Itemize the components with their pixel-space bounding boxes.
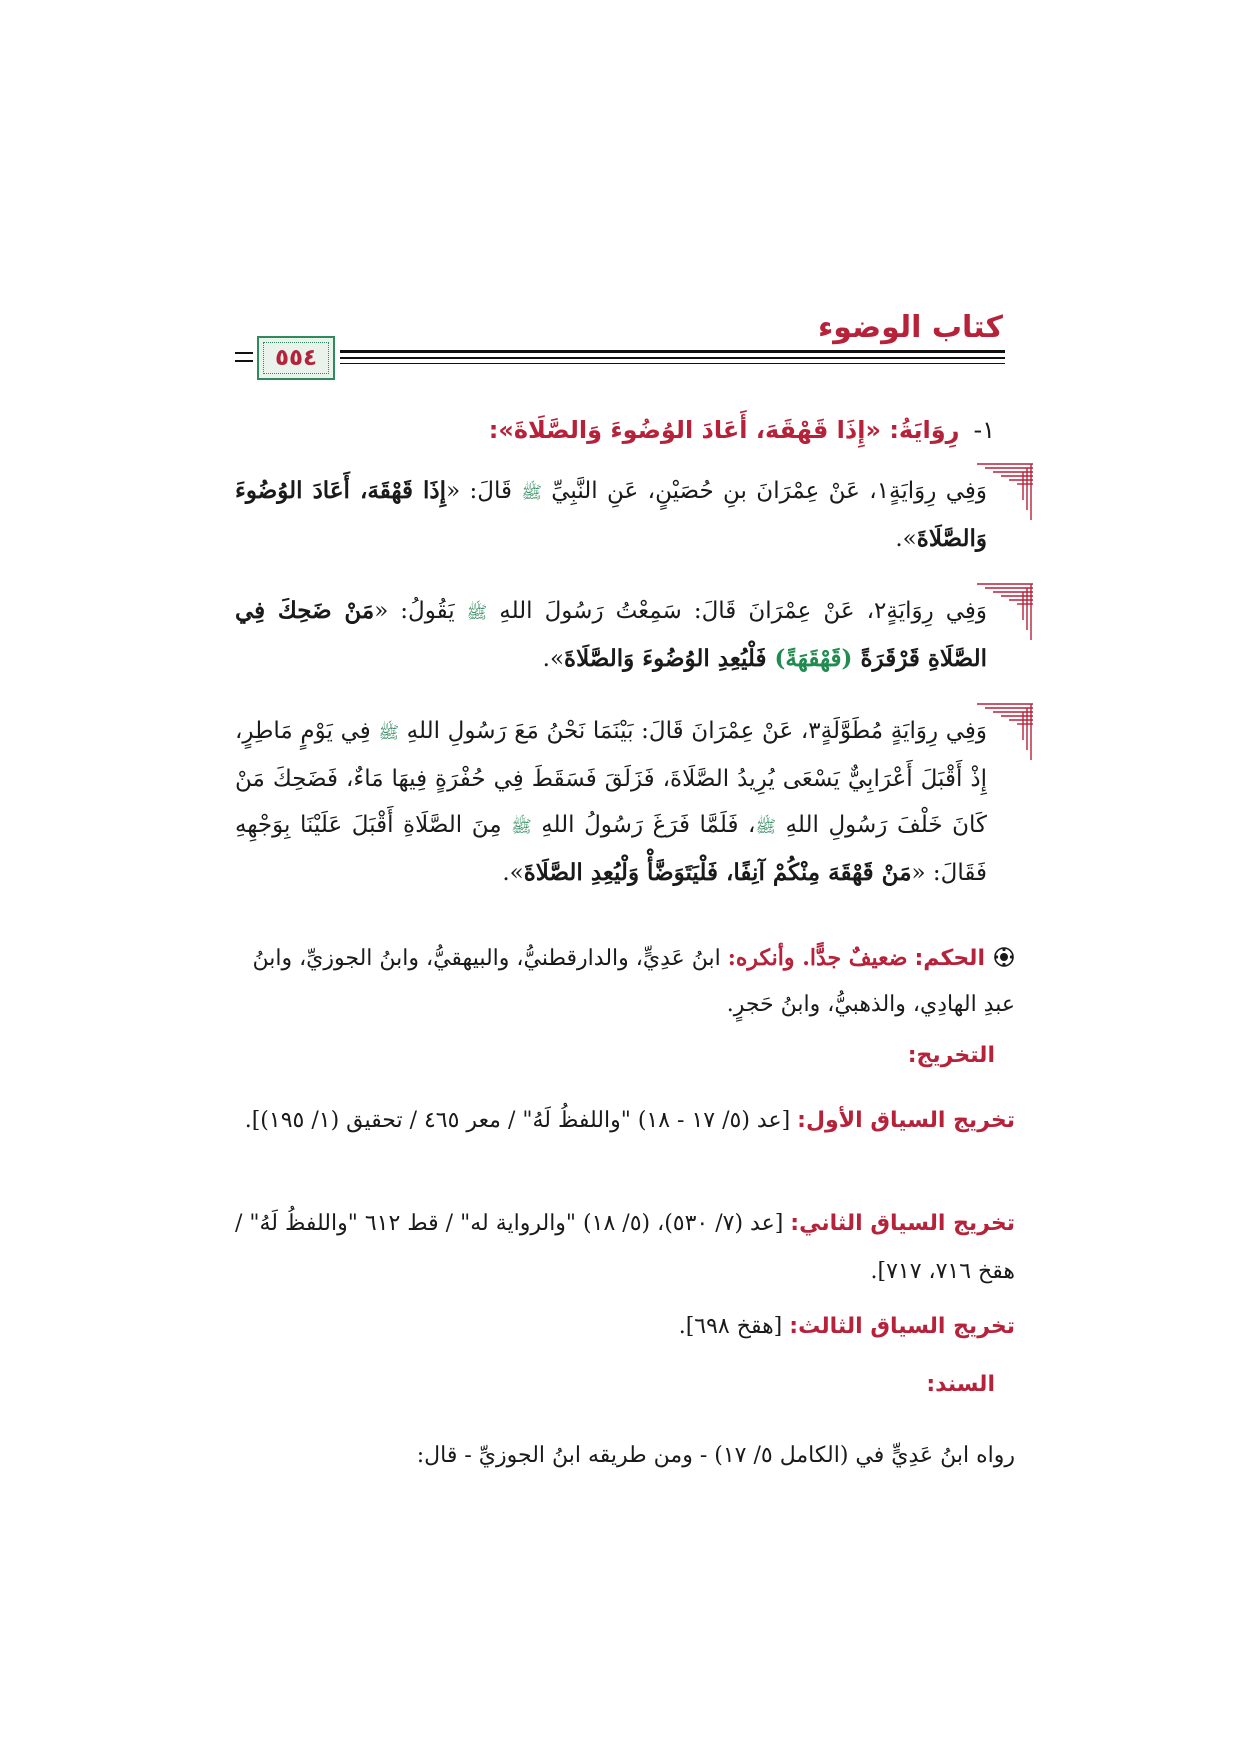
takhrij-label: تخريج السياق الأول: (797, 1108, 1015, 1133)
narration-lead: وَفِي رِوَايَةٍ مُطَوَّلَةٍ٣، عَنْ عِمْرَانَ قَالَ: بَيْنَمَا نَحْنُ مَعَ رَسُولِ اللهِ (398, 718, 987, 744)
section-number: ١- (973, 416, 995, 444)
narration-body: فِي يَوْمٍ مَاطِرٍ، إِذْ أَقْبَلَ أَعْرَابِيٌّ يَسْعَى يُرِيدُ الصَّلَاةَ، فَزَلَقَ فَسَقَطَ فِي حُفْرَةٍ فِيهَا مَاءٌ، فَضَحِكَ مَنْ كَانَ خَلْفَ رَسُولِ اللهِ (235, 718, 987, 838)
salutation-glyph: ﷺ (466, 603, 488, 623)
takhrij-text: [عد (٥/ ١٧ - ١٨) "واللفظُ لَهُ" / معر ٤٦٥ / تحقيق (١/ ١٩٥)]. (244, 1108, 798, 1133)
sanad-heading: السند: (926, 1372, 995, 1397)
narration-tail: ». (895, 526, 917, 552)
narration-block (235, 708, 1015, 896)
narration-text (235, 468, 1015, 562)
corner-ornament-icon (975, 582, 1033, 640)
takhrij-label: تخريج السياق الثالث: (789, 1314, 1015, 1339)
ruling-label: الحكم: (914, 946, 985, 971)
narration-block (235, 588, 1015, 682)
hadith-matn: إِذَا قَهْقَهَ، أَعَادَ الوُضُوءَ وَالصَّلَاةَ (235, 477, 987, 552)
narration-tail: ». (502, 860, 524, 886)
narration-lead: وَفِي رِوَايَةٍ٢، عَنْ عِمْرَانَ قَالَ: سَمِعْتُ رَسُولَ اللهِ (487, 598, 987, 624)
narration-body: مِنَ الصَّلَاةِ أَقْبَلَ عَلَيْنَا بِوَجْهِهِ فَقَالَ: « (235, 812, 987, 886)
hadith-matn: مَنْ قَهْقَهَ مِنْكُمْ آنِفًا، فَلْيَتَوَضَّأْ وَلْيُعِدِ الصَّلَاةَ (523, 859, 912, 886)
corner-ornament-icon (975, 702, 1033, 760)
page-header (235, 310, 1005, 400)
salutation-glyph: ﷺ (511, 817, 532, 837)
header-rule-short (235, 352, 253, 354)
flower-ornament-icon (993, 946, 1015, 968)
ruling-text: ابنُ عَدِيٍّ، والدارقطنيُّ، والبيهقيُّ، وابنُ الجوزيِّ، وابنُ عبدِ الهادِي، والذهبيُّ، وابنُ حَجرٍ. (252, 946, 1015, 1017)
takhrij-text: [عد (٧/ ٥٣٠)، (٥/ ١٨) "والرواية له" / قط ٦١٢ "واللفظُ لَهُ" / هقخ ٧١٦، ٧١٧]. (234, 1211, 1015, 1284)
takhrij-item (225, 1200, 1015, 1296)
header-rule-short (235, 360, 253, 362)
variant-wording: (قَهْقَهَةً) (766, 645, 861, 672)
salutation-glyph: ﷺ (521, 483, 542, 503)
sanad-text: رواه ابنُ عَدِيٍّ في (الكامل ٥/ ١٧) - ومن طريقه ابنُ الجوزيِّ - قال: (416, 1443, 1015, 1468)
corner-ornament-icon (975, 462, 1033, 520)
takhrij-item (225, 1303, 1015, 1351)
narration-connector: قَالَ: « (446, 478, 522, 504)
takhrij-item (225, 1097, 1015, 1145)
salutation-glyph: ﷺ (755, 817, 776, 837)
ruling-verdict: ضعيفٌ جدًّا. وأنكره: (727, 945, 908, 971)
section-title: رِوَايَةُ: «إِذَا قَهْقَهَ، أَعَادَ الوُضُوءَ وَالصَّلَاةَ»: (488, 416, 960, 444)
header-rule (340, 357, 1005, 359)
page-number: ٥٥٤ (274, 345, 318, 371)
header-rule (340, 363, 1005, 364)
narration-tail: ». (542, 646, 565, 672)
hadith-matn: مَنْ ضَحِكَ فِي الصَّلَاةِ قَرْقَرَةً (235, 597, 987, 672)
page-number-badge (257, 336, 335, 380)
narration-lead: وَفِي رِوَايَةٍ١، عَنْ عِمْرَانَ بنِ حُصَيْنٍ، عَنِ النَّبِيِّ (541, 478, 988, 504)
hadith-matn: فَلْيُعِدِ الوُضُوءَ وَالصَّلَاةَ (564, 645, 767, 672)
takhrij-heading: التخريج: (907, 1043, 995, 1068)
takhrij-text: [هقخ ٦٩٨]. (678, 1314, 790, 1339)
book-title: كتاب الوضوء (817, 310, 1003, 345)
narration-text (235, 708, 1015, 896)
narration-text (235, 588, 1015, 682)
narration-block (235, 468, 1015, 562)
header-rule (340, 350, 1005, 353)
ruling-paragraph (225, 935, 1015, 1028)
section-heading (235, 410, 995, 450)
narration-connector: يَقُولُ: « (374, 598, 467, 624)
takhrij-label: تخريج السياق الثاني: (790, 1211, 1015, 1236)
narration-body: ، فَلَمَّا فَرَغَ رَسُولُ اللهِ (531, 812, 756, 838)
salutation-glyph: ﷺ (378, 723, 399, 743)
